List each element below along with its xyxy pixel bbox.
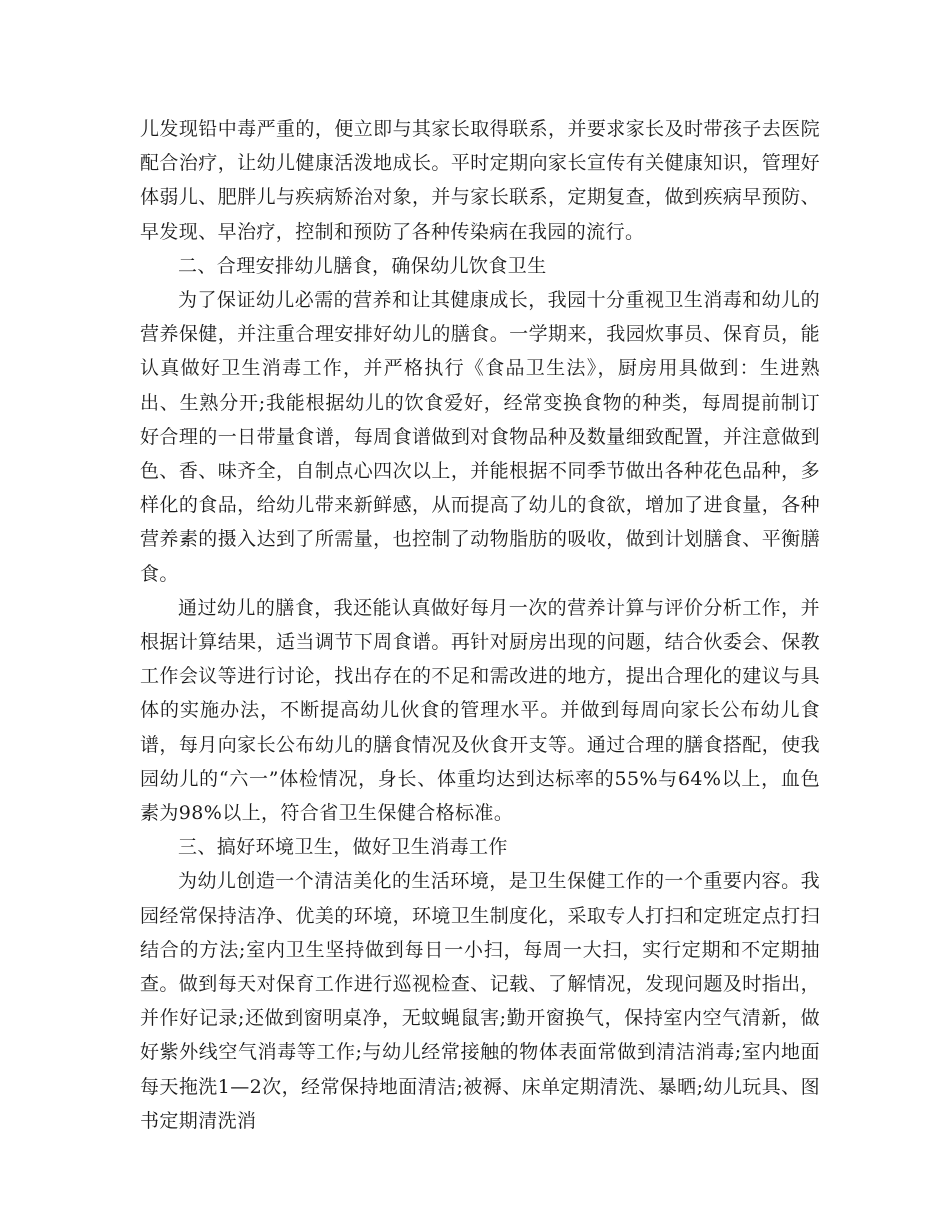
paragraph-diet: 为了保证幼儿必需的营养和让其健康成长，我园十分重视卫生消毒和幼儿的营养保健，并注重合理安排好幼儿的膳食。一学期来，我园炊事员、保育员，能认真做好卫生消毒工作，并严格执行《食品卫生法》，厨房用具做到：生进熟出、生熟分开;我能根据幼儿的饮食爱好，经常变换食物的种类，每周提前制订好合理的一日带量食谱，每周食谱做到对食物品种及数量细致配置，并注意做到色、香、味齐全，自制点心四次以上，并能根据不同季节做出各种花色品种，多样化的食品，给幼儿带来新鲜感，从而提高了幼儿的食欲，增加了进食量，各种营养素的摄入达到了所需量，也控制了动物脂肪的吸收，做到计划膳食、平衡膳食。 — [140, 289, 820, 585]
document-body — [140, 112, 820, 1138]
paragraph-continuation: 儿发现铅中毒严重的，便立即与其家长取得联系，并要求家长及时带孩子去医院配合治疗，让幼儿健康活泼地成长。平时定期向家长宣传有关健康知识，管理好体弱儿、肥胖儿与疾病矫治对象，并与家长联系，定期复查，做到疾病早预防、早发现、早治疗，控制和预防了各种传染病在我园的流行。 — [140, 118, 820, 243]
paragraph-nutrition: 通过幼儿的膳食，我还能认真做好每月一次的营养计算与评价分析工作，并根据计算结果，适当调节下周食谱。再针对厨房出现的问题，结合伙委会、保教工作会议等进行讨论，找出存在的不足和需改进的地方，提出合理化的建议与具体的实施办法，不断提高幼儿伙食的管理水平。并做到每周向家长公布幼儿食谱，每月向家长公布幼儿的膳食情况及伙食开支等。通过合理的膳食搭配，使我园幼儿的“六一”体检情况，身长、体重均达到达标率的55%与64%以上，血色素为98%以上，符合省卫生保健合格标准。 — [140, 596, 820, 825]
section-heading-2: 二、合理安排幼儿膳食，确保幼儿饮食卫生 — [178, 254, 547, 277]
paragraph-environment: 为幼儿创造一个清洁美化的生活环境，是卫生保健工作的一个重要内容。我园经常保持洁净、优美的环境，环境卫生制度化，采取专人打扫和定班定点打扫结合的方法;室内卫生坚持做到每日一小扫，每周一大扫，实行定期和不定期抽查。做到每天对保育工作进行巡视检查、记载、了解情况，发现问题及时指出，并作好记录;还做到窗明桌净，无蚊蝇鼠害;勤开窗换气，保持室内空气清新，做好紫外线空气消毒等工作;与幼儿经常接触的物体表面常做到清洁消毒;室内地面每天拖洗1—2次，经常保持地面清洁;被褥、床单定期清洗、暴晒;幼儿玩具、图书定期清洗消 — [140, 870, 820, 1132]
section-heading-3: 三、搞好环境卫生，做好卫生消毒工作 — [178, 836, 508, 859]
